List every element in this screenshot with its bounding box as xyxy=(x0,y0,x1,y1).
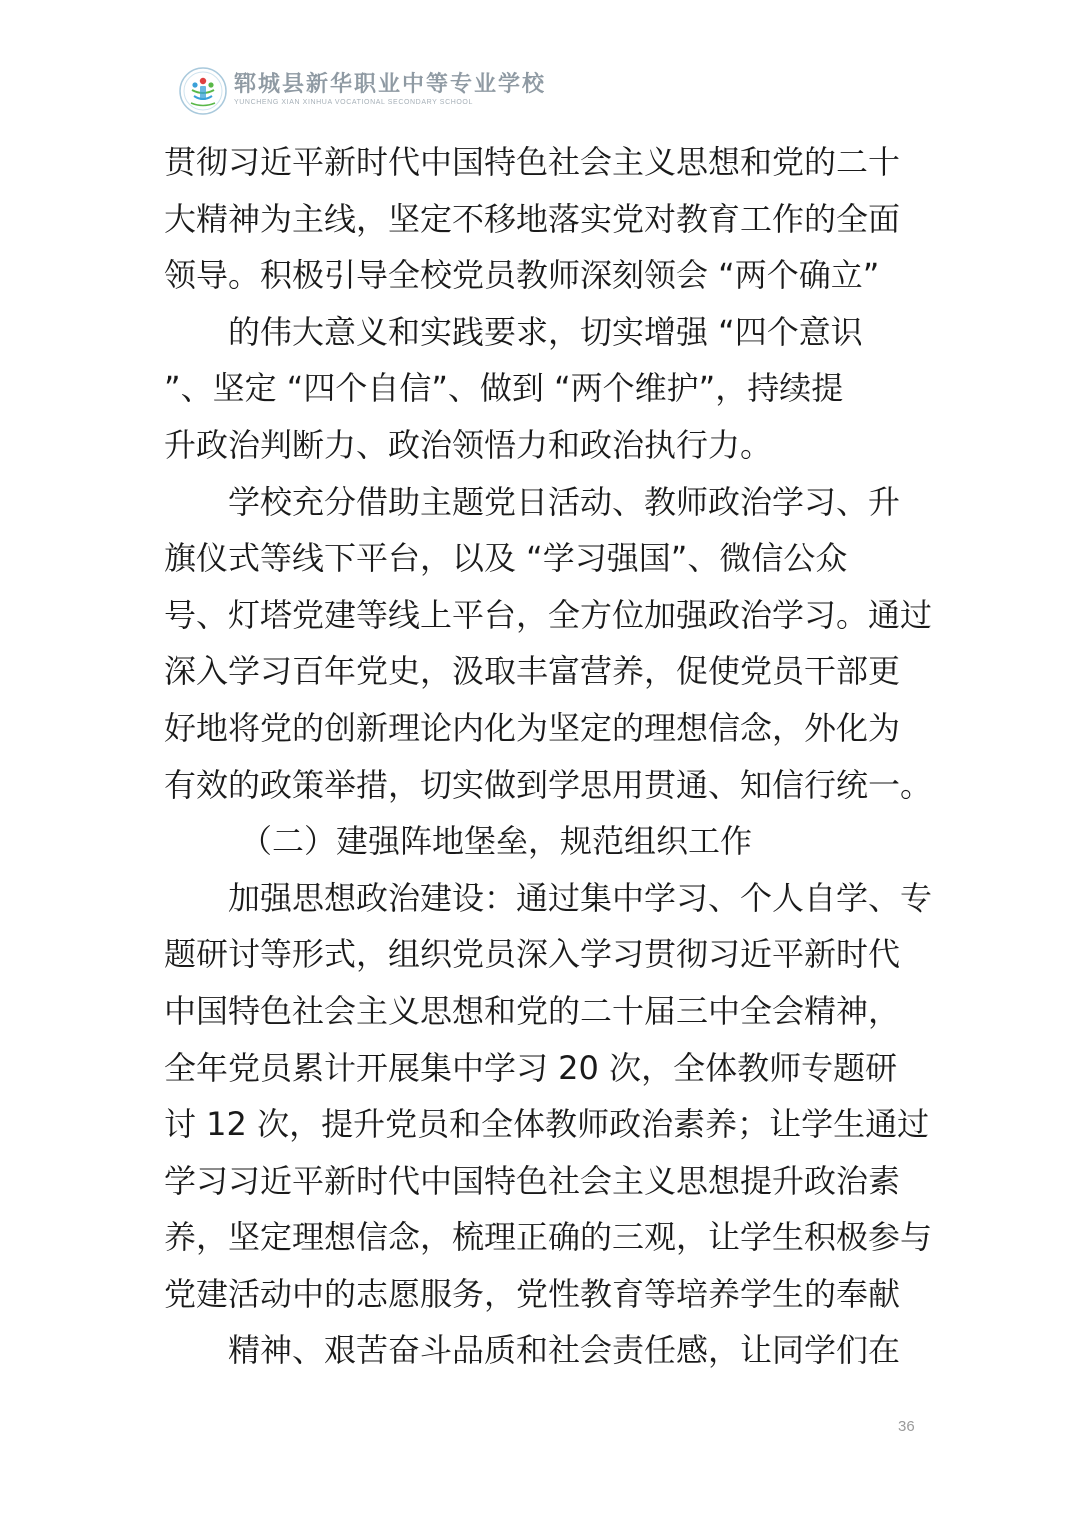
text-line: 党建活动中的志愿服务，党性教育等培养学生的奉献 xyxy=(164,1274,901,1313)
school-name-chinese: 郓城县新华职业中等专业学校 xyxy=(234,71,547,97)
section-heading: （二）建强阵地堡垒，规范组织工作 xyxy=(240,822,753,861)
school-emblem-icon xyxy=(178,66,228,116)
text-line: 的伟大意义和实践要求，切实增强 “四个意识 xyxy=(228,312,863,351)
text-line: 好地将党的创新理论内化为坚定的理想信念，外化为 xyxy=(164,708,901,747)
text-line: 深入学习百年党史，汲取丰富营养，促使党员干部更 xyxy=(164,652,901,691)
document-body xyxy=(164,134,934,1379)
school-name-english: YUNCHENG XIAN XINHUA VOCATIONAL SECONDARY SCHOOL xyxy=(234,99,473,106)
text-line: 升政治判断力、政治领悟力和政治执行力。 xyxy=(164,425,773,464)
text-line: 全年党员累计开展集中学习 20 次，全体教师专题研 xyxy=(164,1048,898,1087)
text-line: 讨 12 次，提升党员和全体教师政治素养；让学生通过 xyxy=(164,1105,930,1144)
text-line: 加强思想政治建设：通过集中学习、个人自学、专 xyxy=(228,878,933,917)
school-name-block xyxy=(234,71,547,108)
text-line: 领导。积极引导全校党员教师深刻领会 “两个确立” xyxy=(164,256,880,295)
text-line: 有效的政策举措，切实做到学思用贯通、知信行统一。 xyxy=(164,765,933,804)
text-line: 贯彻习近平新时代中国特色社会主义思想和党的二十 xyxy=(164,143,901,181)
text-line: 学习习近平新时代中国特色社会主义思想提升政治素 xyxy=(164,1161,901,1200)
text-line: 大精神为主线，坚定不移地落实党对教育工作的全面 xyxy=(164,199,901,238)
text-line: 号、灯塔党建等线上平台，全方位加强政治学习。通过 xyxy=(164,595,933,634)
text-line: 中国特色社会主义思想和党的二十届三中全会精神， xyxy=(164,991,901,1030)
text-line: ”、坚定 “四个自信”、做到 “两个维护”，持续提 xyxy=(164,369,844,408)
text-line: 旗仪式等线下平台，以及 “学习强国”、微信公众 xyxy=(164,539,848,578)
page-number: 36 xyxy=(898,1418,915,1435)
text-line: 学校充分借助主题党日活动、教师政治学习、升 xyxy=(228,482,901,521)
text-line: 精神、艰苦奋斗品质和社会责任感，让同学们在 xyxy=(228,1331,901,1370)
text-line: 题研讨等形式，组织党员深入学习贯彻习近平新时代 xyxy=(164,935,901,974)
text-line: 养，坚定理想信念，梳理正确的三观，让学生积极参与 xyxy=(164,1218,933,1257)
